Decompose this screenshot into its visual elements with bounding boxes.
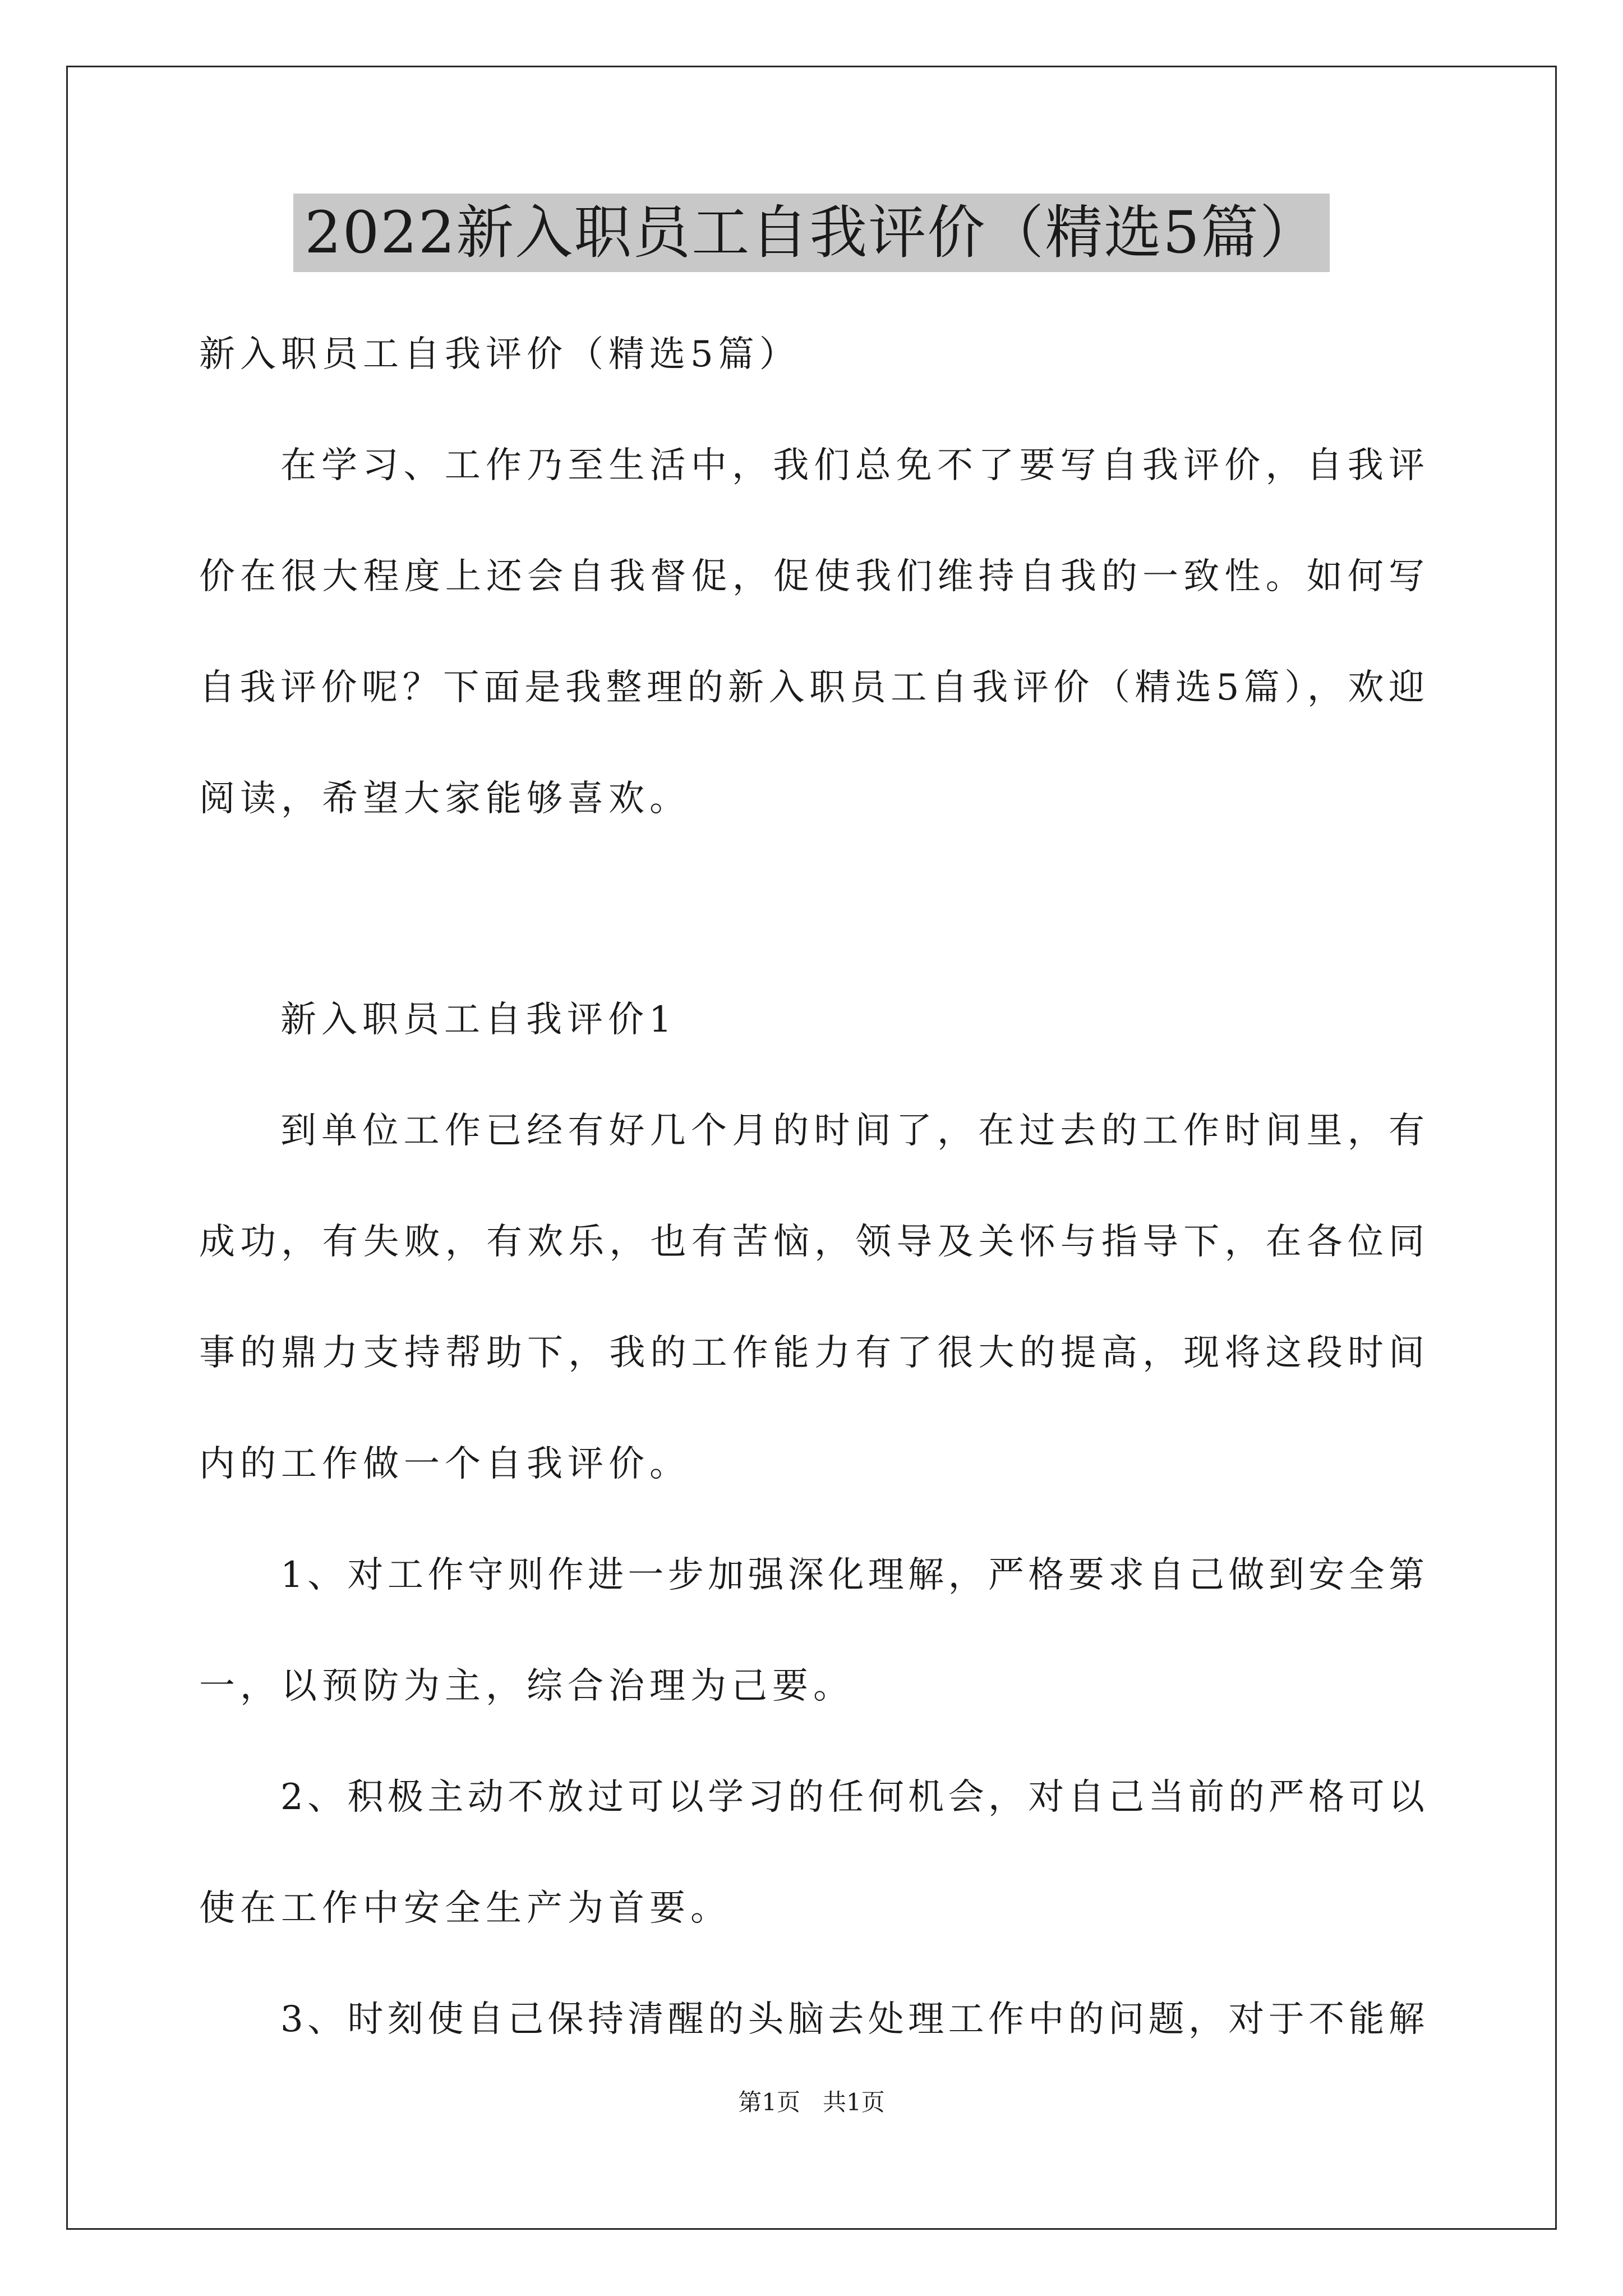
page-footer: 第1页 共1页 — [738, 2088, 885, 2116]
document-title: 2022新入职员工自我评价（精选5篇） — [293, 194, 1330, 272]
body-line-9: 3、时刻使自己保持清醒的头脑去处理工作中的问题，对于不能解 — [280, 1999, 1424, 2040]
body-line-1: 到单位工作已经有好几个月的时间了，在过去的工作时间里，有 — [280, 1110, 1424, 1152]
intro-line-4: 阅读，希望大家能够喜欢。 — [199, 778, 690, 820]
section-heading: 新入职员工自我评价1 — [280, 999, 677, 1041]
body-line-6: 一，以预防为主，综合治理为己要。 — [199, 1665, 854, 1707]
body-line-3: 事的鼎力支持帮助下，我的工作能力有了很大的提高，现将这段时间 — [199, 1332, 1424, 1374]
body-line-2: 成功，有失败，有欢乐，也有苦恼，领导及关怀与指导下，在各位同 — [199, 1221, 1424, 1263]
intro-line-2: 价在很大程度上还会自我督促，促使我们维持自我的一致性。如何写 — [199, 556, 1424, 597]
body-line-5: 1、对工作守则作进一步加强深化理解，严格要求自己做到安全第 — [280, 1554, 1424, 1596]
body-line-7: 2、积极主动不放过可以学习的任何机会，对自己当前的严格可以 — [280, 1777, 1424, 1818]
intro-line-3: 自我评价呢？下面是我整理的新入职员工自我评价（精选5篇），欢迎 — [199, 667, 1424, 708]
intro-line-1: 在学习、工作乃至生活中，我们总免不了要写自我评价，自我评 — [280, 445, 1424, 486]
title-wrap — [0, 194, 1623, 272]
body-line-4: 内的工作做一个自我评价。 — [199, 1443, 690, 1485]
body-line-8: 使在工作中安全生产为首要。 — [199, 1888, 731, 1929]
document-subtitle: 新入职员工自我评价（精选5篇） — [199, 334, 800, 375]
